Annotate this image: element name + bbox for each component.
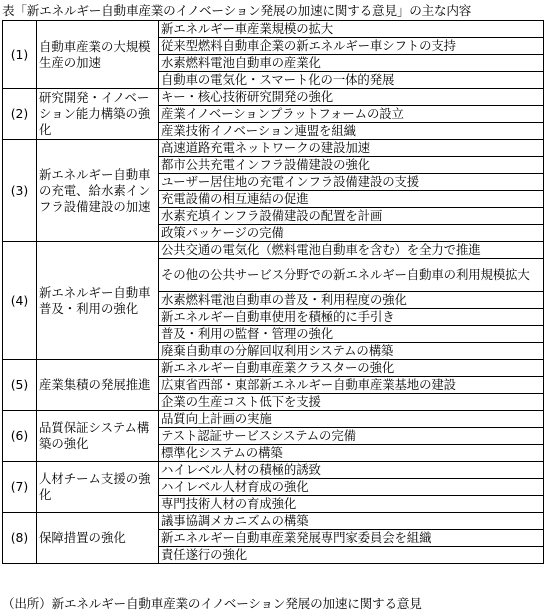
- item-cell: 新エネルギー自動車産業発展専門家委員会を組織: [159, 530, 544, 547]
- category-cell: 産業集積の発展推進: [37, 360, 159, 411]
- table-row: [3, 411, 544, 428]
- item-cell: 責任遂行の強化: [159, 547, 544, 564]
- item-cell: ハイレベル人材の積極的誘致: [159, 462, 544, 479]
- item-cell: 政策パッケージの完備: [159, 225, 544, 242]
- item-cell: 新エネルギー車産業規模の拡大: [159, 21, 544, 38]
- item-cell: 充電設備の相互連結の促進: [159, 191, 544, 208]
- item-cell: 自動車の電気化・スマート化の一体的発展: [159, 72, 544, 89]
- category-cell: 新エネルギー自動車の充電、給水素インフラ設備建設の加速: [37, 140, 159, 242]
- table-row: [3, 21, 544, 38]
- source-note: （出所）新エネルギー自動車産業のイノベーション発展の加速に関する意見: [2, 596, 422, 611]
- item-cell: 高速道路充電ネットワークの建設加速: [159, 140, 544, 157]
- table-row: [3, 513, 544, 530]
- table-row: [3, 360, 544, 377]
- table-row: [3, 89, 544, 106]
- row-number: (6): [3, 411, 37, 462]
- item-cell: 廃棄自動車の分解回収利用システムの構築: [159, 343, 544, 360]
- item-cell: 水素燃料電池自動車の普及・利用程度の強化: [159, 292, 544, 309]
- category-cell: 品質保証システム構築の強化: [37, 411, 159, 462]
- table-row: [3, 140, 544, 157]
- item-cell: キー・核心技術研究開発の強化: [159, 89, 544, 106]
- policy-table: [2, 20, 544, 564]
- category-cell: 研究開発・イノベーション能力構築の強化: [37, 89, 159, 140]
- category-cell: 新エネルギー自動車普及・利用の強化: [37, 242, 159, 360]
- item-cell: ハイレベル人材育成の強化: [159, 479, 544, 496]
- item-cell: 普及・利用の監督・管理の強化: [159, 326, 544, 343]
- row-number: (1): [3, 21, 37, 89]
- table-title: 表「新エネルギー自動車産業のイノベーション発展の加速に関する意見」の主な内容: [2, 3, 472, 18]
- category-cell: 保障措置の強化: [37, 513, 159, 564]
- item-cell: 都市公共充電インフラ設備建設の強化: [159, 157, 544, 174]
- row-number: (8): [3, 513, 37, 564]
- item-cell: 新エネルギー自動車産業クラスターの強化: [159, 360, 544, 377]
- item-cell: 標準化システムの構築: [159, 445, 544, 462]
- item-cell: 新エネルギー自動車使用を積極的に手引き: [159, 309, 544, 326]
- row-number: (3): [3, 140, 37, 242]
- row-number: (5): [3, 360, 37, 411]
- category-cell: 自動車産業の大規模生産の加速: [37, 21, 159, 89]
- item-cell: 従来型燃料自動車企業の新エネルギー車シフトの支持: [159, 38, 544, 55]
- item-cell: 水素燃料電池自動車の産業化: [159, 55, 544, 72]
- item-cell: 専門技術人材の育成強化: [159, 496, 544, 513]
- item-cell: テスト認証サービスシステムの完備: [159, 428, 544, 445]
- table-row: [3, 462, 544, 479]
- item-cell: 産業イノベーションプラットフォームの設立: [159, 106, 544, 123]
- row-number: (7): [3, 462, 37, 513]
- item-cell: 企業の生産コスト低下を支援: [159, 394, 544, 411]
- item-cell: その他の公共サービス分野での新エネルギー自動車の利用規模拡大: [159, 259, 544, 292]
- item-cell: 広東省西部・東部新エネルギー自動車産業基地の建設: [159, 377, 544, 394]
- item-cell: 品質向上計画の実施: [159, 411, 544, 428]
- row-number: (2): [3, 89, 37, 140]
- table-row: [3, 242, 544, 259]
- item-cell: ユーザー居住地の充電インフラ設備建設の支援: [159, 174, 544, 191]
- item-cell: 公共交通の電気化（燃料電池自動車を含む）を全力で推進: [159, 242, 544, 259]
- item-cell: 水素充填インフラ設備建設の配置を計画: [159, 208, 544, 225]
- item-cell: 産業技術イノベーション連盟を組織: [159, 123, 544, 140]
- category-cell: 人材チーム支援の強化: [37, 462, 159, 513]
- item-cell: 議事協調メカニズムの構築: [159, 513, 544, 530]
- row-number: (4): [3, 242, 37, 360]
